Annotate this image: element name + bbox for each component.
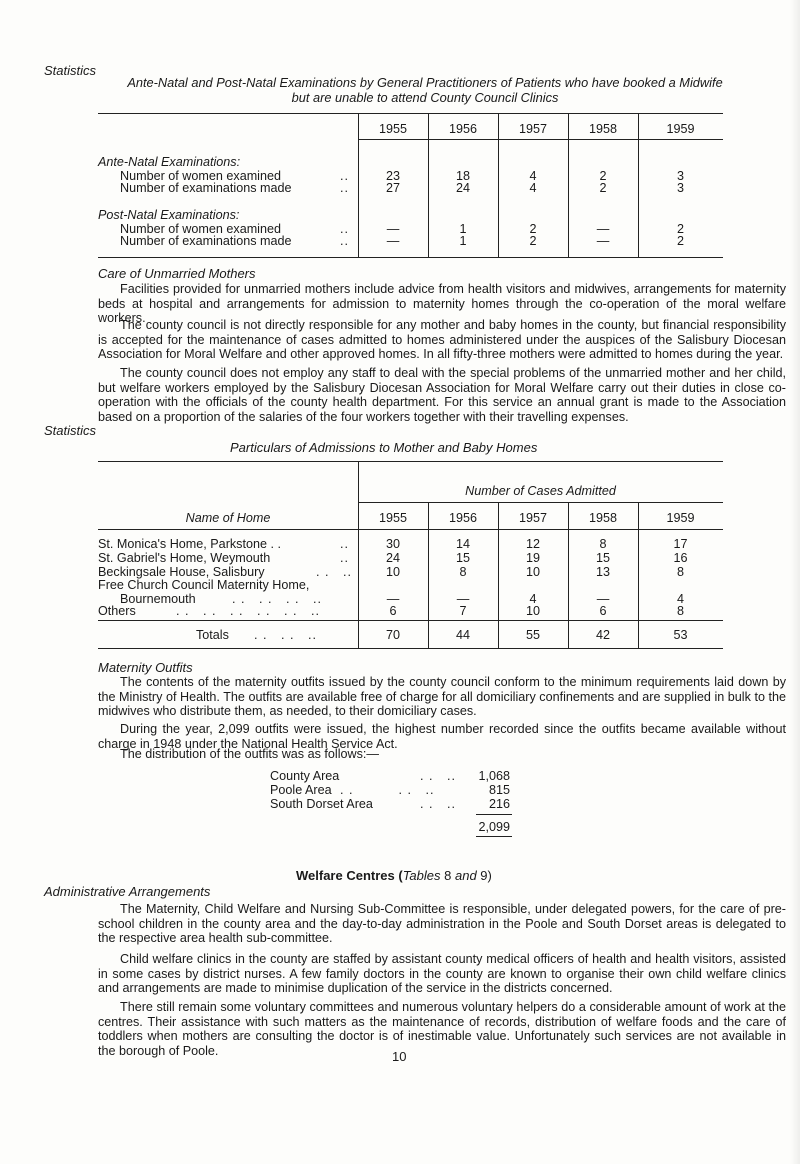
distribution-area: County Area [270, 769, 340, 783]
leader-dots: .. [340, 234, 349, 248]
antenatal-cell: 18 [455, 169, 470, 183]
admissions-name-header: Name of Home [185, 511, 271, 525]
admissions-cell: 8 [599, 537, 607, 551]
welfare-heading [296, 868, 492, 883]
admissions-total-cell: 44 [455, 628, 470, 642]
unmarried-paragraph: The county council is not directly responsible for any mother and baby homes in the county, but financial responsibility is accepted for the maintenance of cases admitted to homes administered under the auspices of the Salisbury Diocesan Association for Moral Welfare and other approved homes. In all fifty-three mothers were admitted to homes during the year. [98, 318, 786, 362]
leader-dots: .. [340, 181, 349, 195]
antenatal-cell: — [596, 234, 610, 248]
antenatal-row-label: Number of women examined [120, 169, 281, 183]
admissions-total-cell: 70 [385, 628, 400, 642]
admissions-totals-rule [98, 620, 723, 621]
admissions-cell: 4 [676, 592, 684, 606]
antenatal-section-heading: Post-Natal Examinations: [98, 208, 240, 222]
antenatal-cell: 2 [529, 222, 537, 236]
antenatal-row-label: Number of examinations made [120, 181, 292, 195]
admissions-cell: 10 [525, 565, 540, 579]
admissions-home-name: St. Gabriel's Home, Weymouth [98, 551, 271, 565]
admissions-cell: 7 [459, 604, 467, 618]
outfits-paragraph: The contents of the maternity outfits issued by the county council conform to the minimum requirements laid down by the Ministry of Health. The outfits are available free of charge for all domiciliary confinements and are supplied in bulk to the midwives who distribute them, as needed, to their domiciliary cases. [98, 675, 786, 719]
antenatal-row-label: Number of examinations made [120, 234, 292, 248]
admissions-year-header: 1958 [588, 511, 618, 525]
distribution-count: 1,068 [478, 769, 510, 783]
admissions-totals-label: Totals [196, 628, 229, 642]
antenatal-year-header: 1959 [666, 122, 695, 136]
antenatal-top-rule [98, 113, 723, 114]
welfare-paragraph: The Maternity, Child Welfare and Nursing Sub-Committee is responsible, under delegated powers, for the care of pre-school children in the county area and the day-to-day administration in the Poole and South Dorset areas is delegated to the respective area health sub-committee. [98, 902, 786, 946]
distribution-count: 815 [488, 783, 510, 797]
admissions-home-name: St. Monica's Home, Parkstone . . [98, 537, 281, 551]
leader-dots: . . . . . . . . . . .. [176, 604, 320, 618]
outfits-paragraph: During the year, 2,099 outfits were issued, the highest number recorded since the outfits became available without charge in 1948 under the National Health Service Act. [98, 722, 786, 751]
outfits-paragraph: The distribution of the outfits was as follows:— [120, 747, 379, 761]
admissions-home-name: Free Church Council Maternity Home, [98, 578, 310, 592]
leader-dots: .. [340, 537, 349, 551]
admissions-cell: 24 [385, 551, 400, 565]
admissions-year-header: 1957 [518, 511, 548, 525]
welfare-heading-tables: Tables [402, 868, 441, 883]
admissions-cell: 8 [459, 565, 467, 579]
welfare-heading-and: and [454, 868, 477, 883]
distribution-total-rule [476, 836, 512, 837]
antenatal-cell: 3 [676, 169, 684, 183]
admissions-cell: 10 [385, 565, 400, 579]
antenatal-year-header: 1956 [448, 122, 478, 136]
leader-dots: . . .. [420, 769, 456, 783]
unmarried-heading: Care of Unmarried Mothers [98, 266, 256, 281]
admissions-cell: 17 [673, 537, 688, 551]
admissions-total-cell: 42 [595, 628, 610, 642]
admissions-cell: 6 [599, 604, 607, 618]
leader-dots: .. [340, 169, 349, 183]
admissions-cell: 4 [529, 592, 537, 606]
admissions-total-cell: 53 [673, 628, 688, 642]
admissions-cell: 10 [525, 604, 540, 618]
antenatal-cell: 2 [676, 222, 684, 236]
admissions-group-header: Number of Cases Admitted [465, 484, 616, 498]
page-edge-shadow [790, 0, 800, 1164]
antenatal-cell: — [386, 222, 400, 236]
antenatal-year-header: 1957 [518, 122, 548, 136]
antenatal-row-label: Number of women examined [120, 222, 281, 236]
outfits-heading: Maternity Outfits [98, 660, 193, 675]
admissions-cell: — [386, 592, 400, 606]
admissions-cell: 13 [595, 565, 610, 579]
leader-dots: . . . . .. [340, 783, 435, 797]
admissions-cell: 8 [676, 604, 684, 618]
antenatal-cell: 2 [599, 169, 607, 183]
leader-dots: .. [340, 551, 349, 565]
admissions-year-header: 1955 [378, 511, 408, 525]
admissions-cell: 14 [455, 537, 470, 551]
leader-dots: . . . . . . .. [232, 592, 322, 606]
admissions-top-rule [98, 461, 723, 462]
antenatal-cell: — [596, 222, 610, 236]
antenatal-cell: — [386, 234, 400, 248]
admissions-title: Particulars of Admissions to Mother and Baby Homes [230, 440, 538, 455]
admissions-cell: 12 [525, 537, 540, 551]
antenatal-cell: 3 [676, 181, 684, 195]
leader-dots: . . . . .. [254, 628, 317, 642]
admissions-cell: — [596, 592, 610, 606]
admissions-group-rule [358, 502, 723, 503]
admissions-section-heading: Statistics [44, 423, 97, 438]
antenatal-cell: 4 [529, 181, 537, 195]
unmarried-paragraph: Facilities provided for unmarried mothers include advice from health visitors and midwives, arrangements for maternity beds at hospital and arrangements for admission to maternity homes through the co-operation of the moral welfare workers. [98, 282, 786, 326]
antenatal-year-header: 1958 [588, 122, 618, 136]
antenatal-section-heading: Ante-Natal Examinations: [98, 155, 241, 169]
leader-dots: . . .. [316, 565, 352, 579]
admissions-cell: 15 [455, 551, 470, 565]
distribution-total-rule [476, 814, 512, 815]
admissions-bottom-rule [98, 648, 723, 649]
welfare-paragraph: There still remain some voluntary committees and numerous voluntary helpers do a considerable amount of work at the centres. Their assistance with such matters as the maintenance of records, distribution of welfare foods and the care of toddlers when mothers are consulting the doctor is of inestimable value. Unfortunately such services are not available in the borough of Poole. [98, 1000, 786, 1058]
admissions-cell: 6 [389, 604, 397, 618]
admissions-cell: — [456, 592, 470, 606]
admissions-year-header: 1959 [666, 511, 695, 525]
unmarried-paragraph: The county council does not employ any staff to deal with the special problems of the unmarried mother and her child, but welfare workers employed by the Salisbury Diocesan Association for Moral Welfare carry out their duties in close co-operation with the officials of the county health department. For this service an annual grant is made to the Association based on a proportion of the salaries of the four workers together with their travelling expenses. [98, 366, 786, 424]
admissions-cell: 16 [673, 551, 688, 565]
welfare-heading-main: Welfare Centres ( [296, 868, 403, 883]
antenatal-year-header: 1955 [378, 122, 408, 136]
antenatal-cell: 2 [529, 234, 537, 248]
antenatal-header-rule [358, 139, 723, 140]
distribution-area: Poole Area [270, 783, 332, 797]
admissions-year-header: 1956 [448, 511, 478, 525]
page-number: 10 [392, 1049, 407, 1064]
antenatal-cell: 1 [459, 234, 467, 248]
antenatal-cell: 24 [455, 181, 470, 195]
antenatal-cell: 2 [676, 234, 684, 248]
leader-dots: .. [340, 222, 349, 236]
admin-heading: Administrative Arrangements [44, 884, 211, 899]
antenatal-cell: 1 [459, 222, 467, 236]
admissions-total-cell: 55 [525, 628, 540, 642]
admissions-cell: 30 [385, 537, 400, 551]
leader-dots: . . .. [420, 797, 456, 811]
admissions-cell: 15 [595, 551, 610, 565]
distribution-total: 2,099 [478, 820, 510, 834]
admissions-cell: 19 [525, 551, 540, 565]
antenatal-cell: 2 [599, 181, 607, 195]
admissions-home-name: Others [98, 604, 136, 618]
distribution-area: South Dorset Area [270, 797, 373, 811]
admissions-home-name: Beckingsale House, Salisbury [98, 565, 265, 579]
admissions-cell: 8 [676, 565, 684, 579]
welfare-paragraph: Child welfare clinics in the county are staffed by assistant county medical officers of health and health visitors, assisted in some cases by district nurses. A few family doctors in the county are known to organise their own child welfare clinics and arrangements are made to minimise duplication of the service in the districts concerned. [98, 952, 786, 996]
antenatal-cell: 23 [385, 169, 400, 183]
admissions-home-name: Bournemouth [120, 592, 196, 606]
welfare-heading-num1: 8 [440, 868, 455, 883]
antenatal-bottom-rule [98, 257, 723, 258]
antenatal-cell: 27 [385, 181, 400, 195]
antenatal-cell: 4 [529, 169, 537, 183]
welfare-heading-num2: 9) [476, 868, 492, 883]
running-title: Statistics [44, 63, 97, 78]
admissions-header-rule [98, 529, 723, 530]
distribution-count: 216 [488, 797, 510, 811]
antenatal-title-line1: Ante-Natal and Post-Natal Examinations by General Practitioners of Patients who have booked a Midwife [127, 75, 723, 90]
antenatal-title-line2: but are unable to attend County Council Clinics [291, 90, 559, 105]
